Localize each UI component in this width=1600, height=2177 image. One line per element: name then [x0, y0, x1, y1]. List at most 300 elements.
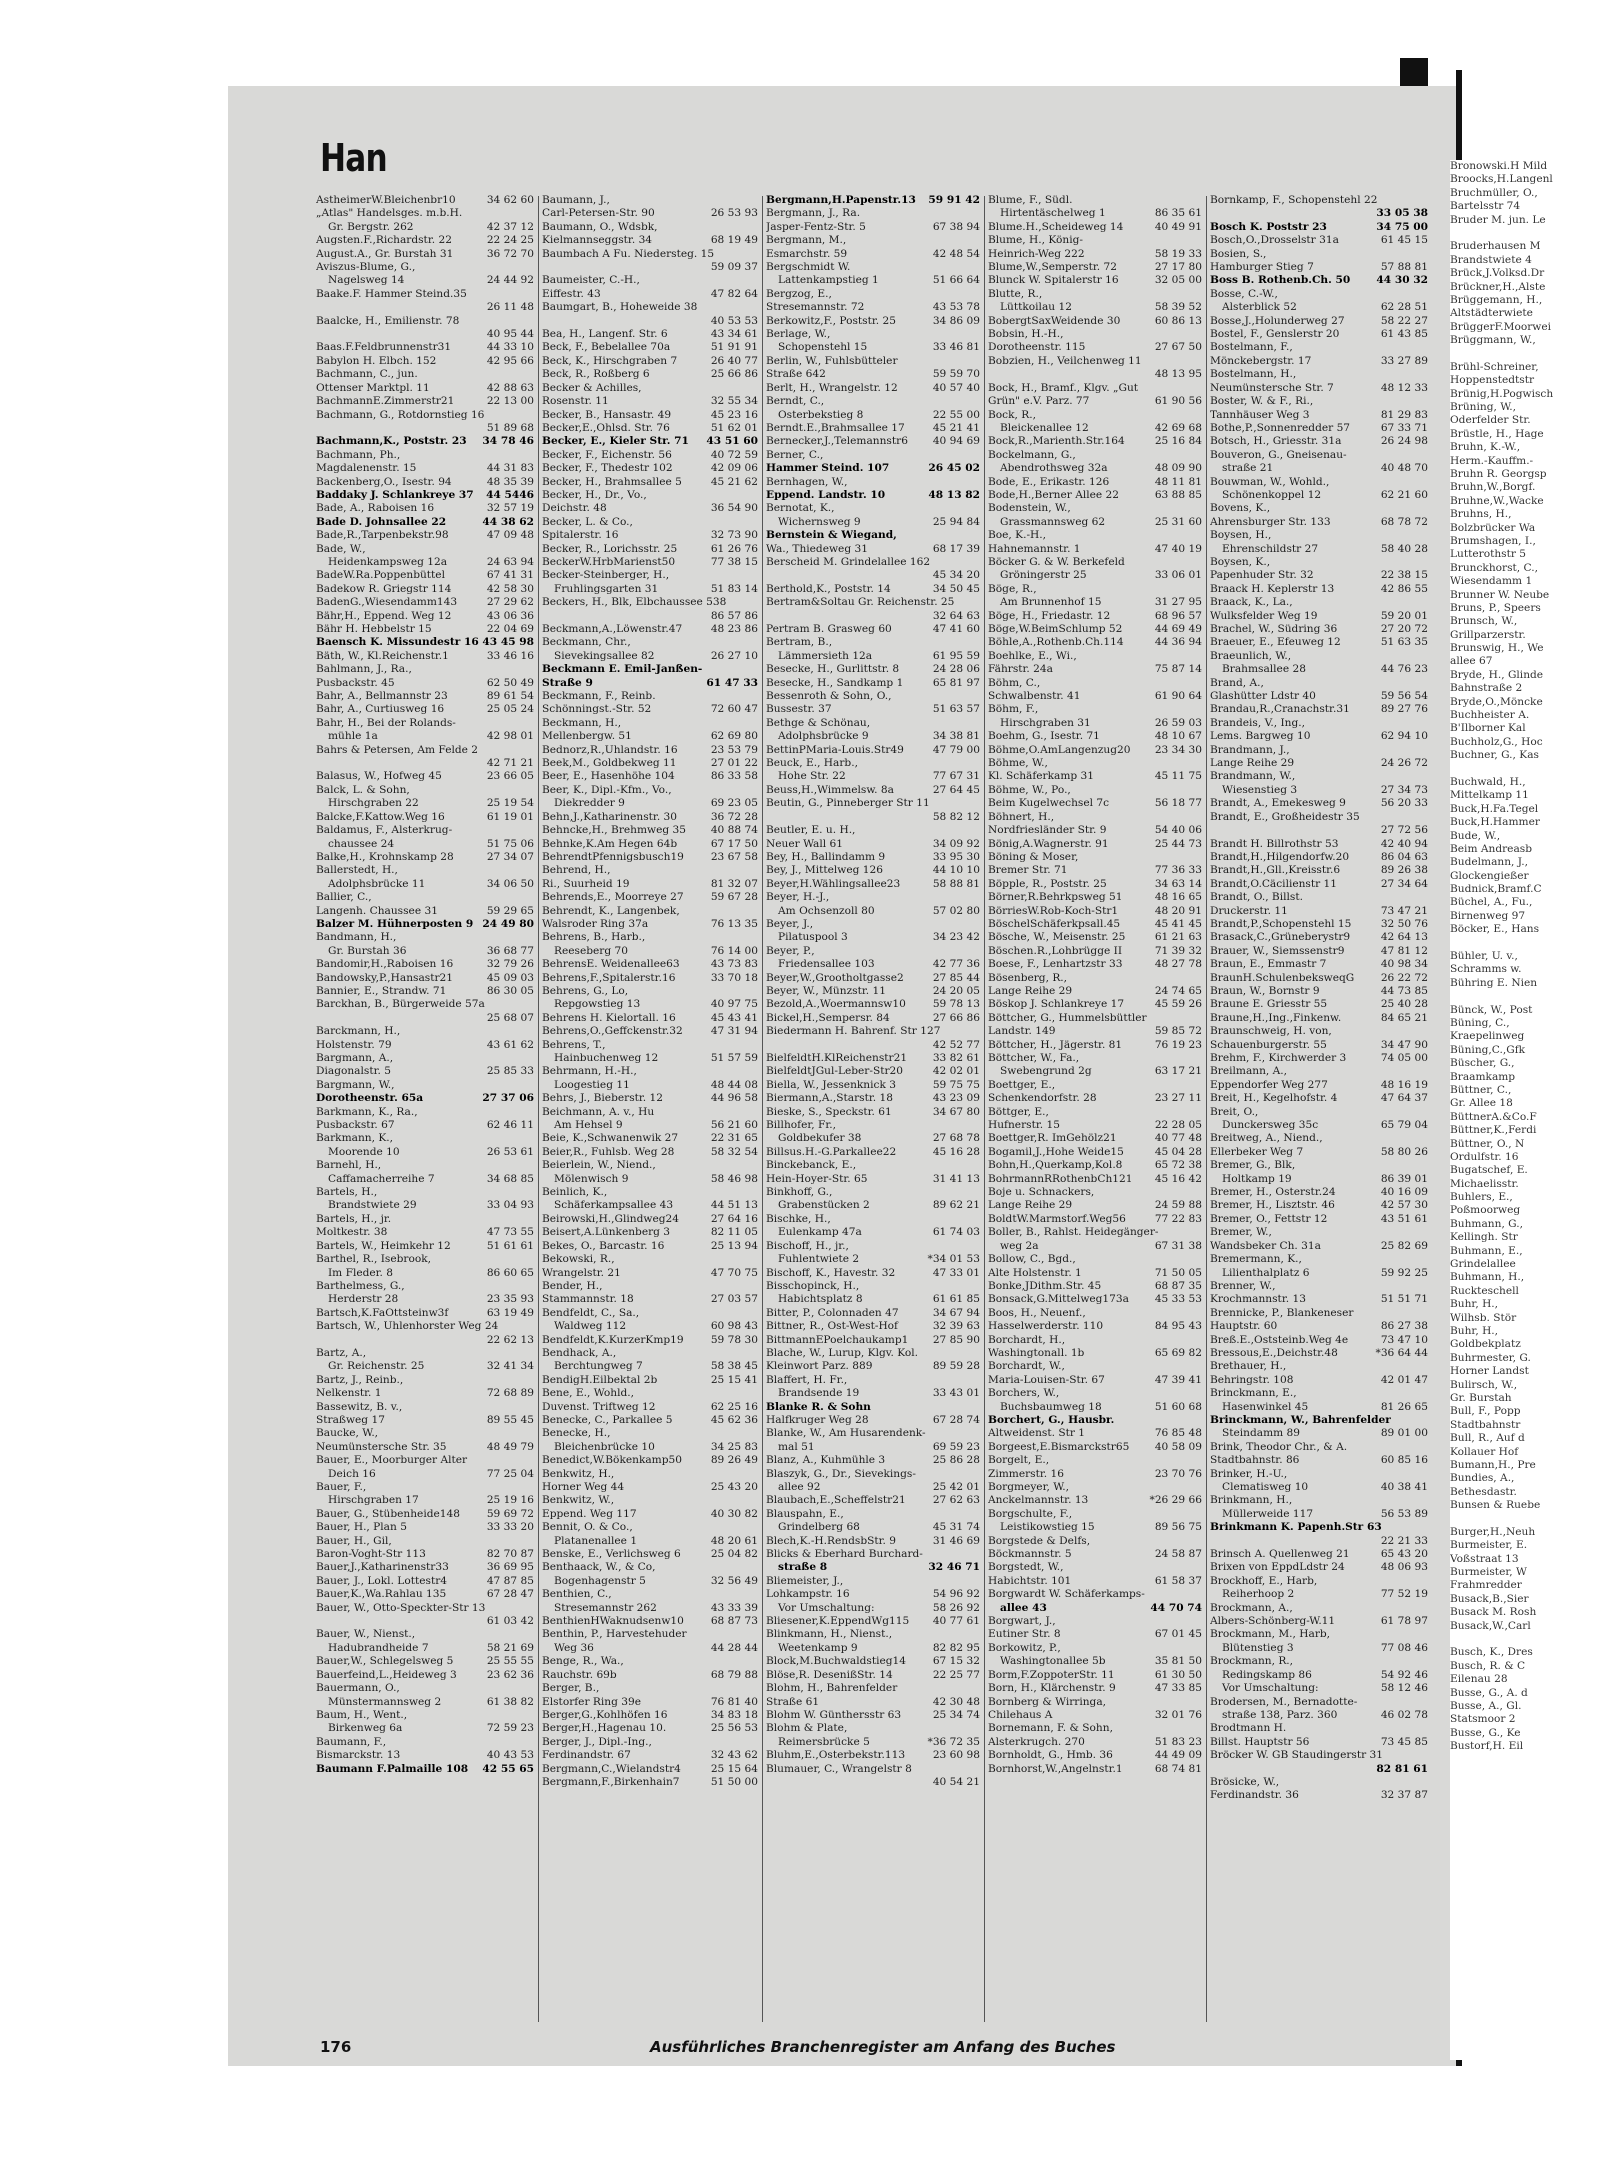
entry-text: Baake.F. Hammer Steind.35 — [316, 287, 467, 300]
entry-text: Bollow, C., Bgd., — [988, 1253, 1076, 1266]
directory-entry — [766, 838, 980, 851]
entry-text: Baalcke, H., Emilienstr. 78 — [316, 314, 460, 327]
adjacent-page-line: Bulirsch, W., — [1450, 1378, 1518, 1391]
adjacent-page-line: Brück,J.Volksd.Dr — [1450, 267, 1545, 280]
entry-text: Brandsende 19 — [778, 1387, 860, 1400]
entry-phone-number: 47 82 64 — [710, 287, 758, 300]
directory-entry — [988, 1427, 1202, 1440]
entry-text: Bouveron, G., Gneisenau- — [1210, 448, 1347, 461]
entry-text: Bartels, W., Heimkehr 12 — [316, 1239, 451, 1252]
entry-text: Bauer,J.,Katharinenstr33 — [316, 1561, 449, 1574]
directory-entry — [1210, 556, 1428, 569]
adjacent-page-line: Michaelisstr. — [1450, 1177, 1519, 1190]
directory-entry — [316, 1535, 534, 1548]
entry-phone-number: 45 23 16 — [710, 408, 758, 421]
entry-text: Badekow R. Griegstr 114 — [316, 582, 452, 595]
entry-phone-number: 27 34 73 — [1380, 783, 1428, 796]
entry-phone-number: 44 31 83 — [486, 462, 534, 475]
entry-phone-number: 40 57 40 — [932, 381, 980, 394]
entry-text: Bernstein & Wiegand, — [766, 529, 897, 542]
directory-entry — [988, 261, 1202, 274]
entry-phone-number: 34 63 14 — [1154, 877, 1202, 890]
adjacent-page-line: Brünig,H.Pogwisch — [1450, 387, 1554, 400]
directory-entry — [316, 355, 534, 368]
entry-phone-number: 44 36 94 — [1154, 636, 1202, 649]
entry-text: Beichmann, A. v., Hu — [542, 1105, 655, 1118]
entry-text: AstheimerW.Bleichenbr10 — [316, 194, 456, 206]
directory-entry — [988, 878, 1202, 891]
entry-phone-number: 73 47 21 — [1380, 904, 1428, 917]
adjacent-page-line: Büning, C., — [1450, 1017, 1510, 1029]
entry-phone-number: 51 50 00 — [710, 1775, 758, 1788]
entry-text: Ri., Suurheid 19 — [542, 877, 630, 890]
entry-phone-number: 22 38 15 — [1380, 569, 1428, 582]
entry-phone-number: 48 13 95 — [1154, 368, 1202, 381]
directory-entry — [542, 1039, 758, 1052]
directory-entry — [542, 677, 758, 690]
entry-phone-number: 27 64 16 — [710, 1212, 758, 1225]
entry-text: Behringstr. 108 — [1210, 1373, 1294, 1386]
entry-text: Brauer, W., Siemssenstr9 — [1210, 944, 1345, 957]
entry-text: Grün" e.V. Parz. 77 — [988, 395, 1090, 408]
directory-entry — [766, 1240, 980, 1253]
entry-text: Bornhorst,W.,Angelnstr.1 — [988, 1762, 1123, 1775]
directory-entry — [766, 1763, 980, 1776]
directory-entry — [542, 395, 758, 408]
entry-text: Berscheid M. Grindelallee 162 — [766, 555, 931, 568]
entry-text: Bauer, G., Stübenheide148 — [316, 1507, 460, 1520]
entry-text: Böge, H., Friedastr. 12 — [988, 609, 1111, 622]
entry-text: Redingskamp 86 — [1222, 1668, 1312, 1681]
entry-text: Wrangelstr. 21 — [542, 1266, 621, 1279]
directory-entry — [316, 1159, 534, 1172]
entry-text: Brandt,H.,Hilgendorfw.20 — [1210, 850, 1350, 863]
entry-text: BohrmannRRothenbCh121 — [988, 1172, 1133, 1185]
entry-text: Rauchstr. 69b — [542, 1668, 617, 1681]
entry-phone-number: 34 75 00 — [1376, 220, 1428, 233]
adjacent-page-line: Brüggmann, W., — [1450, 334, 1536, 347]
entry-phone-number: 68 74 81 — [1154, 1762, 1202, 1775]
directory-entry — [1210, 770, 1428, 783]
entry-text: Hirtentäschelweg 1 — [1000, 207, 1106, 220]
directory-entry — [542, 315, 758, 328]
entry-text: Magdalenenstr. 15 — [316, 462, 417, 475]
entry-text: Breitweg, A., Niend., — [1210, 1132, 1323, 1145]
entry-text: Bobsin, H.-H., — [988, 328, 1064, 341]
entry-phone-number: 51 62 01 — [710, 421, 758, 434]
directory-entry — [766, 891, 980, 904]
entry-text: Brixen von EppdLdstr 24 — [1210, 1561, 1345, 1574]
entry-phone-number: 47 64 37 — [1380, 1092, 1428, 1105]
directory-entry — [316, 1561, 534, 1574]
entry-text: Borchardt, W., — [988, 1360, 1065, 1373]
entry-text: Börner,R.Behrkpsweg 51 — [988, 891, 1123, 904]
directory-entry — [766, 824, 980, 837]
directory-entry — [766, 556, 980, 569]
directory-entry — [1210, 1588, 1428, 1601]
directory-entry — [316, 1736, 534, 1749]
directory-entry — [542, 744, 758, 757]
entry-phone-number: 48 23 86 — [710, 623, 758, 635]
directory-entry — [988, 663, 1202, 676]
directory-page — [228, 86, 1456, 2066]
directory-entry — [316, 744, 534, 757]
directory-entry — [316, 1669, 534, 1682]
directory-entry — [766, 328, 980, 341]
directory-entry — [988, 288, 1202, 301]
entry-text: Biermann,A.,Starstr. 18 — [766, 1092, 893, 1105]
directory-entry — [1210, 1682, 1428, 1695]
entry-text: Steindamm 89 — [1222, 1427, 1301, 1440]
adjacent-page-line: Buhr, H., — [1450, 1298, 1499, 1311]
entry-phone-number: 67 01 45 — [1154, 1628, 1202, 1641]
entry-text: Brinckmann, W., Bahrenfelder — [1210, 1413, 1391, 1426]
entry-text: Glashütter Ldstr 40 — [1210, 690, 1316, 703]
directory-entry — [542, 1709, 758, 1722]
entry-text: Lange Reihe 29 — [988, 984, 1073, 997]
entry-phone-number: 86 57 86 — [710, 609, 758, 622]
directory-entry — [316, 1360, 534, 1373]
entry-phone-number: 77 25 04 — [486, 1467, 534, 1480]
adjacent-page-line: Busse, G., A. d — [1450, 1686, 1528, 1699]
entry-text: Beisert,A.Lünkenberg 3 — [542, 1226, 671, 1239]
entry-text: Beirowski,H.,Glindweg24 — [542, 1212, 679, 1225]
directory-entry — [766, 623, 980, 636]
entry-phone-number: 43 06 36 — [486, 609, 534, 622]
adjacent-page-line: Beim Andreasb — [1450, 842, 1532, 855]
entry-text: Kielmannseggstr. 34 — [542, 234, 653, 247]
directory-entry — [988, 1280, 1202, 1293]
entry-phone-number: 62 21 60 — [1380, 488, 1428, 501]
entry-phone-number: 44 5446 — [486, 488, 534, 501]
entry-text: Bauer, H., Plan 5 — [316, 1521, 407, 1534]
directory-entry — [766, 449, 980, 462]
directory-entry — [542, 1374, 758, 1387]
entry-text: Fuhlentwiete 2 — [778, 1253, 860, 1266]
entry-text: Böhnert, H., — [988, 810, 1055, 823]
directory-entry — [1210, 1602, 1428, 1615]
entry-text: Böttcher, H., Jägerstr. 81 — [988, 1038, 1123, 1051]
entry-text: Anckelmannstr. 13 — [988, 1494, 1089, 1507]
entry-text: Baumbach A Fu. Niedersteg. 15 — [542, 247, 715, 260]
entry-text: Bremer, W., — [1210, 1226, 1272, 1239]
entry-phone-number: 23 70 76 — [1154, 1467, 1202, 1480]
entry-text: Bröcker W. GB Staudingerstr 31 — [1210, 1749, 1384, 1762]
entry-text: Bahr, A., Curtiusweg 16 — [316, 703, 445, 716]
directory-entry — [542, 328, 758, 341]
entry-text: Spitalerstr. 16 — [542, 529, 619, 542]
entry-text: Birkenweg 6a — [328, 1722, 403, 1735]
directory-entry — [1210, 1655, 1428, 1668]
directory-entry — [988, 409, 1202, 422]
entry-text: Bosse, C.-W., — [1210, 287, 1278, 300]
entry-phone-number: 51 89 68 — [486, 421, 534, 434]
entry-phone-number: 61 45 15 — [1380, 234, 1428, 247]
entry-text: Schauenburgerstr. 55 — [1210, 1038, 1327, 1051]
directory-entry — [988, 1119, 1202, 1132]
directory-entry — [1210, 864, 1428, 877]
entry-text: Born, H., Klärchenstr. 9 — [988, 1682, 1116, 1695]
entry-text: Baumeister, C.-H., — [542, 274, 640, 287]
entry-text: Benthaack, W., & Co, — [542, 1561, 656, 1574]
entry-text: Straße 9 — [542, 676, 593, 689]
entry-text: Tannhäuser Weg 3 — [1210, 408, 1310, 421]
entry-text: Schönenkoppel 12 — [1222, 488, 1322, 501]
directory-entry — [316, 569, 534, 582]
directory-entry — [766, 811, 980, 824]
entry-phone-number: 27 62 63 — [932, 1494, 980, 1507]
directory-entry — [1210, 1722, 1428, 1735]
directory-entry — [316, 998, 534, 1011]
entry-text: Gröningerstr 25 — [1000, 569, 1087, 582]
entry-text: Behrend, H., — [542, 864, 611, 877]
directory-entry — [766, 1253, 980, 1266]
entry-text: Bösenberg, R., — [988, 971, 1068, 984]
entry-phone-number: 40 72 59 — [710, 448, 758, 461]
directory-entry — [766, 1106, 980, 1119]
entry-text: Bahr, H., Bei der Rolands- — [316, 716, 456, 729]
entry-phone-number: 35 81 50 — [1154, 1655, 1202, 1668]
entry-text: Blaffert, H. Fr., — [766, 1373, 848, 1386]
directory-entry — [988, 703, 1202, 716]
directory-entry — [316, 207, 534, 220]
directory-entry — [1210, 838, 1428, 851]
adjacent-page-line: Bugatschef, E. — [1450, 1164, 1528, 1177]
entry-text: Balasus, W., Hofweg 45 — [316, 770, 442, 783]
entry-text: Am Ochsenzoll 80 — [778, 904, 875, 917]
directory-entry — [542, 1535, 758, 1548]
entry-text: Neumünstersche Str. 7 — [1210, 381, 1334, 394]
entry-phone-number: 27 37 06 — [482, 1092, 534, 1105]
entry-text: Beinlich, K., — [542, 1186, 608, 1199]
entry-text: Brinckmann, E., — [1210, 1387, 1297, 1400]
directory-entry — [1210, 703, 1428, 716]
directory-entry — [1210, 1615, 1428, 1628]
entry-phone-number: 56 21 60 — [710, 1119, 758, 1132]
directory-entry — [316, 529, 534, 542]
directory-entry — [988, 1065, 1202, 1078]
adjacent-page-line: Kellingh. Str — [1450, 1231, 1518, 1244]
directory-entry — [542, 623, 758, 636]
directory-entry — [766, 757, 980, 770]
column-divider — [762, 196, 763, 2022]
directory-entry — [766, 502, 980, 515]
entry-phone-number: 62 50 49 — [486, 676, 534, 689]
directory-entry — [1210, 1669, 1428, 1682]
entry-phone-number: 43 53 78 — [932, 301, 980, 314]
entry-text: Becker & Achilles, — [542, 381, 642, 394]
entry-text: Bauer, W., Otto-Speckter-Str 13 — [316, 1601, 486, 1614]
entry-phone-number: 40 30 82 — [710, 1507, 758, 1520]
entry-text: BendigH.Eilbektal 2b — [542, 1373, 658, 1386]
adjacent-page-line: Bruchmüller, O., — [1450, 186, 1538, 199]
entry-text: Deich 16 — [328, 1467, 376, 1480]
entry-text: Hufnerstr. 15 — [988, 1119, 1060, 1132]
directory-entry — [316, 1454, 534, 1467]
entry-phone-number: 25 86 28 — [932, 1454, 980, 1467]
entry-text: Ellerbeker Weg 7 — [1210, 1145, 1304, 1158]
entry-phone-number: 72 60 47 — [710, 703, 758, 716]
entry-text: Bargmann, W., — [316, 1078, 395, 1091]
directory-entry — [542, 851, 758, 864]
entry-text: Bennit, O. & Co., — [542, 1521, 633, 1534]
directory-entry — [542, 1052, 758, 1065]
directory-entry — [766, 248, 980, 261]
directory-entry — [316, 1347, 534, 1360]
directory-entry — [1210, 1535, 1428, 1548]
directory-entry — [316, 1119, 534, 1132]
entry-phone-number: 61 03 42 — [486, 1615, 534, 1628]
entry-phone-number: 47 40 19 — [1154, 542, 1202, 555]
entry-phone-number: 61 90 64 — [1154, 690, 1202, 703]
entry-text: Blohm & Plate, — [766, 1722, 848, 1735]
directory-entry — [988, 1387, 1202, 1400]
entry-text: BielfeldtH.KlReichenstr21 — [766, 1052, 908, 1064]
entry-phone-number: 68 19 49 — [710, 234, 758, 247]
entry-phone-number: 25 66 86 — [710, 368, 758, 381]
entry-phone-number: 89 62 21 — [932, 1199, 980, 1212]
entry-text: Berndt, C., — [766, 395, 825, 408]
directory-entry — [542, 1240, 758, 1253]
entry-phone-number: 68 87 73 — [710, 1615, 758, 1628]
directory-entry — [1210, 1267, 1428, 1280]
entry-phone-number: 42 48 54 — [932, 247, 980, 260]
directory-entry — [316, 958, 534, 971]
directory-entry — [542, 1508, 758, 1521]
entry-phone-number: 32 05 00 — [1154, 274, 1202, 287]
adjacent-page-line: Schramms w. — [1450, 963, 1522, 976]
directory-entry — [766, 1709, 980, 1722]
entry-text: Barnehl, H., — [316, 1159, 382, 1172]
directory-entry — [316, 516, 534, 529]
entry-phone-number: 26 53 93 — [710, 207, 758, 220]
directory-entry — [1210, 502, 1428, 515]
directory-entry — [988, 770, 1202, 783]
entry-text: Beim Kugelwechsel 7c — [988, 797, 1110, 810]
directory-entry — [316, 1414, 534, 1427]
entry-text: BittmannEPoelchaukamp1 — [766, 1333, 909, 1346]
directory-entry — [542, 636, 758, 649]
adjacent-page-line: Brumshagen, I., — [1450, 534, 1536, 547]
adjacent-page-line: Brückner,H.,Alste — [1450, 280, 1546, 293]
entry-phone-number: 58 26 92 — [932, 1601, 980, 1614]
entry-text: Berger,H.,Hagenau 10. — [542, 1722, 667, 1735]
entry-phone-number: 42 64 13 — [1380, 931, 1428, 944]
directory-entry — [988, 1267, 1202, 1280]
entry-text: Am Brunnenhof 15 — [1000, 596, 1102, 609]
directory-entry — [316, 1065, 534, 1078]
directory-entry — [988, 556, 1202, 569]
directory-entry — [316, 972, 534, 985]
directory-entry — [988, 1132, 1202, 1145]
directory-entry — [1210, 261, 1428, 274]
entry-text: Brösicke, W., — [1210, 1775, 1280, 1788]
entry-text: Bickel,H.,Sempersr. 84 — [766, 1011, 890, 1024]
entry-text: Boller, B., Rahlst. Heidegänger- — [988, 1226, 1159, 1239]
entry-phone-number: 22 28 05 — [1154, 1119, 1202, 1132]
entry-phone-number: 77 22 83 — [1154, 1212, 1202, 1225]
entry-phone-number: 61 61 85 — [932, 1293, 980, 1306]
directory-entry — [1210, 878, 1428, 891]
entry-phone-number: 27 01 22 — [710, 757, 758, 770]
entry-text: BachmannE.Zimmerstr21 — [316, 395, 455, 408]
entry-phone-number: 77 08 46 — [1380, 1641, 1428, 1654]
directory-entry — [988, 1494, 1202, 1507]
entry-phone-number: 31 27 95 — [1154, 596, 1202, 609]
entry-phone-number: 25 13 94 — [710, 1239, 758, 1252]
entry-text: Mönckebergstr. 17 — [1210, 354, 1312, 367]
directory-entry — [542, 1132, 758, 1145]
entry-text: allee 92 — [778, 1481, 821, 1493]
directory-entry — [766, 1548, 980, 1561]
directory-entry — [766, 1736, 980, 1749]
directory-entry — [1210, 677, 1428, 690]
directory-entry — [542, 1267, 758, 1280]
entry-text: Hadubrandheide 7 — [328, 1641, 429, 1654]
entry-text: Berger, J., Dipl.-Ing., — [542, 1735, 652, 1748]
entry-text: Abendrothsweg 32a — [1000, 462, 1108, 475]
adjacent-page-line: Bruhn,W.,Borgf. — [1450, 481, 1536, 494]
entry-phone-number: 45 31 74 — [932, 1521, 980, 1534]
directory-entry — [1210, 1709, 1428, 1722]
entry-text: Ehrenschildstr 27 — [1222, 542, 1319, 555]
directory-entry — [766, 998, 980, 1011]
directory-entry — [1210, 1374, 1428, 1387]
entry-text: Eppendorfer Weg 277 — [1210, 1078, 1328, 1091]
adjacent-page-line: Busack M. Rosh — [1450, 1606, 1537, 1619]
entry-text: Böttcher, G., Hummelsbüttler — [988, 1011, 1147, 1024]
directory-entry — [766, 1575, 980, 1588]
entry-phone-number: 31 41 13 — [932, 1172, 980, 1185]
entry-text: Braune E. Griesstr 55 — [1210, 998, 1328, 1011]
directory-entry — [542, 288, 758, 301]
directory-entry — [316, 864, 534, 877]
directory-entry — [542, 569, 758, 582]
entry-text: Bergmann,F.,Birkenhain7 — [542, 1775, 680, 1788]
entry-text: Berthold,K., Poststr. 14 — [766, 582, 891, 595]
entry-text: Benske, E., Verlichsweg 6 — [542, 1548, 681, 1561]
directory-entry — [542, 301, 758, 314]
directory-entry — [316, 261, 534, 274]
directory-entry — [766, 864, 980, 877]
entry-text: Barthel, R., Isebrook, — [316, 1253, 431, 1266]
entry-phone-number: 61 43 85 — [1380, 328, 1428, 341]
entry-text: Bertram&Soltau Gr. Reichenstr. 25 — [766, 596, 955, 609]
entry-text: Borkowitz, P., — [988, 1641, 1061, 1654]
directory-entry — [766, 1079, 980, 1092]
directory-entry — [542, 958, 758, 971]
entry-text: Bohn,H.,Querkamp,Kol.8 — [988, 1159, 1123, 1172]
entry-text: Bornberg & Wirringa, — [988, 1695, 1107, 1708]
entry-text: Alte Holstenstr. 1 — [988, 1266, 1082, 1279]
directory-entry — [766, 1682, 980, 1695]
directory-entry — [542, 1468, 758, 1481]
entry-phone-number: 24 49 80 — [482, 917, 534, 930]
directory-entry — [988, 1508, 1202, 1521]
directory-entry — [766, 409, 980, 422]
directory-entry — [766, 422, 980, 435]
entry-text: Moltkestr. 38 — [316, 1226, 388, 1239]
directory-entry — [316, 945, 534, 958]
directory-entry — [1210, 998, 1428, 1011]
entry-text: Becker, R., Lorichsstr. 25 — [542, 542, 678, 555]
directory-entry — [766, 315, 980, 328]
directory-entry — [988, 1736, 1202, 1749]
directory-entry — [316, 395, 534, 408]
directory-entry — [1210, 797, 1428, 810]
entry-phone-number: 42 95 66 — [486, 354, 534, 367]
entry-text: Blinkmann, H., Nienst., — [766, 1628, 893, 1641]
